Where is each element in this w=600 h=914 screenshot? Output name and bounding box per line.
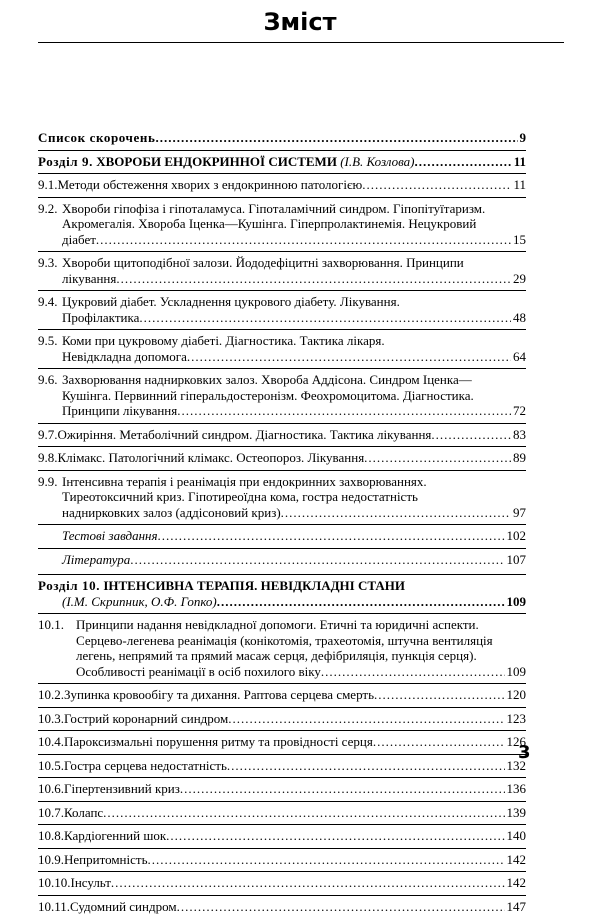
dot-leader xyxy=(111,875,505,891)
item-divider xyxy=(38,895,526,896)
toc-item-number: 9.7. xyxy=(38,427,58,443)
toc-item-text: Принципи лікування xyxy=(62,403,177,419)
toc-item-number: 9.6. xyxy=(38,372,62,388)
toc-item-text: Гостра серцева недостатність xyxy=(64,758,227,774)
section-label: Розділ 10. xyxy=(38,578,100,593)
item-divider xyxy=(38,470,526,471)
toc-page-number: 142 xyxy=(505,875,527,891)
dot-leader xyxy=(96,232,511,248)
toc-item[interactable] xyxy=(38,852,526,868)
toc-item[interactable] xyxy=(38,758,526,774)
toc-literature[interactable] xyxy=(38,552,526,568)
section-label: Розділ 9. xyxy=(38,154,93,169)
toc-item-number: 10.3. xyxy=(38,711,64,727)
toc-item-text: Гіпертензивний криз xyxy=(64,781,180,797)
toc-item-number: 10.5. xyxy=(38,758,64,774)
toc-item-text: Ожиріння. Метаболічний синдром. Діагностика. Тактика лікування xyxy=(58,427,432,443)
toc-item[interactable] xyxy=(38,474,526,521)
toc-item-text: Колапс xyxy=(64,805,103,821)
toc-item-text: Тиреотоксичний криз. Гіпотиреоїдна кома, гостра недостатність xyxy=(62,489,418,504)
toc-page-number: 123 xyxy=(505,711,527,727)
toc-item[interactable] xyxy=(38,294,526,325)
dot-leader xyxy=(362,177,511,193)
toc-item-number: 9.2. xyxy=(38,201,62,217)
page-number: 3 xyxy=(518,742,531,763)
toc-page-number: 15 xyxy=(511,232,526,248)
section-divider xyxy=(38,613,526,614)
toc-item-text: Профілактика xyxy=(62,310,139,326)
toc-item-text: Кушінга. Первинний гіперальдостеронізм. Феохромоцитома. Діагностика. xyxy=(62,388,474,403)
toc-item[interactable] xyxy=(38,805,526,821)
toc-item-number: 10.6. xyxy=(38,781,64,797)
toc-item[interactable] xyxy=(38,177,526,193)
dot-leader xyxy=(148,852,505,868)
toc-page-number: 72 xyxy=(511,403,526,419)
item-divider xyxy=(38,329,526,330)
toc-item-text: Клімакс. Патологічний клімакс. Остеопороз. Лікування xyxy=(58,450,365,466)
dot-leader xyxy=(431,427,511,443)
toc-item-text: Хвороби гіпофіза і гіпоталамуса. Гіпоталамічний синдром. Гіпопітуїтаризм. xyxy=(62,201,485,216)
dot-leader xyxy=(281,505,511,521)
item-divider xyxy=(38,824,526,825)
toc-item[interactable] xyxy=(38,372,526,419)
toc-item-text: Судомний синдром xyxy=(70,899,177,914)
toc-item[interactable] xyxy=(38,255,526,286)
item-divider xyxy=(38,423,526,424)
section-divider xyxy=(38,574,526,575)
dot-leader xyxy=(217,594,505,610)
toc-item-text: лікування xyxy=(62,271,116,287)
toc-item-text: легень, непрямий та прямий масаж серця, дефібриляція, пункція серця). xyxy=(76,648,477,663)
toc-item-number: 10.10. xyxy=(38,875,71,891)
toc-page-number: 102 xyxy=(505,528,527,544)
toc-item-number: 10.7. xyxy=(38,805,64,821)
page-title: Зміст xyxy=(0,8,600,36)
dot-leader xyxy=(166,828,504,844)
toc-item-number: 9.8. xyxy=(38,450,58,466)
section-divider xyxy=(38,173,526,174)
item-divider xyxy=(38,707,526,708)
item-divider xyxy=(38,730,526,731)
toc-page-number: 147 xyxy=(505,899,527,914)
toc-item-text: Цукровий діабет. Ускладнення цукрового діабету. Лікування. xyxy=(62,294,400,309)
section-author: (І.М. Скрипник, О.Ф. Гопко) xyxy=(62,594,217,610)
toc-item-number: 9.5. xyxy=(38,333,62,349)
toc-item-text: Особливості реанімації в осіб похилого віку xyxy=(76,664,321,680)
toc-item[interactable] xyxy=(38,828,526,844)
item-divider xyxy=(38,368,526,369)
toc-page-number: 107 xyxy=(505,552,527,568)
toc-item[interactable] xyxy=(38,781,526,797)
toc-item-text: Принципи надання невідкладної допомоги. Етичні та юридичні аспекти. xyxy=(76,617,479,632)
toc-page-number: 142 xyxy=(505,852,527,868)
toc-entry-text: Література xyxy=(62,552,130,568)
toc-item[interactable] xyxy=(38,899,526,914)
toc-item-number: 9.3. xyxy=(38,255,62,271)
toc-page-number: 9 xyxy=(518,130,527,146)
toc-item[interactable] xyxy=(38,617,526,679)
item-divider xyxy=(38,848,526,849)
dot-leader xyxy=(130,552,504,568)
item-divider xyxy=(38,548,526,549)
toc-section-9[interactable] xyxy=(38,154,526,170)
toc-page-number: 11 xyxy=(512,154,526,170)
dot-leader xyxy=(103,805,504,821)
toc-entry-text: Тестові завдання xyxy=(62,528,158,544)
toc-item-number: 10.11. xyxy=(38,899,70,914)
item-divider xyxy=(38,801,526,802)
toc-item[interactable] xyxy=(38,427,526,443)
toc-page-number: 29 xyxy=(511,271,526,287)
item-divider xyxy=(38,683,526,684)
toc-item-text: Методи обстеження хворих з ендокринною патологією xyxy=(58,177,363,193)
section-divider xyxy=(38,150,526,151)
toc-item-text: Хвороби щитоподібної залози. Йододефіцитні захворювання. Принципи xyxy=(62,255,464,270)
toc-item[interactable] xyxy=(38,333,526,364)
toc-item-number: 10.2. xyxy=(38,687,64,703)
dot-leader xyxy=(228,711,504,727)
dot-leader xyxy=(158,528,505,544)
dot-leader xyxy=(187,349,511,365)
dot-leader xyxy=(116,271,511,287)
item-divider xyxy=(38,524,526,525)
toc-item-text: Інтенсивна терапія і реанімація при ендокринних захворюваннях. xyxy=(62,474,427,489)
dot-leader xyxy=(373,734,505,750)
item-divider xyxy=(38,446,526,447)
toc-page-number: 11 xyxy=(511,177,526,193)
toc-item-number: 10.8. xyxy=(38,828,64,844)
dot-leader xyxy=(364,450,511,466)
toc-item-text: Гострий коронарний синдром xyxy=(64,711,228,727)
toc-section-10[interactable] xyxy=(38,578,526,609)
toc-item-number: 9.9. xyxy=(38,474,62,490)
dot-leader xyxy=(177,403,511,419)
toc-item[interactable] xyxy=(38,711,526,727)
toc-item-text: Пароксизмальні порушення ритму та провідності серця xyxy=(64,734,373,750)
toc-item-text: Кардіогенний шок xyxy=(64,828,166,844)
toc-page-number: 139 xyxy=(505,805,527,821)
toc-item-text: Невідкладна допомога xyxy=(62,349,187,365)
toc-item-text: діабет xyxy=(62,232,96,248)
section-title: ХВОРОБИ ЕНДОКРИННОЇ СИСТЕМИ xyxy=(96,154,337,169)
dot-leader xyxy=(414,154,511,170)
toc-entry-text: Список скорочень xyxy=(38,130,155,146)
toc-item-text: Непритомність xyxy=(64,852,148,868)
toc-page-number: 83 xyxy=(511,427,526,443)
toc-item[interactable] xyxy=(38,875,526,891)
toc-page-number: 136 xyxy=(505,781,527,797)
toc-item[interactable] xyxy=(38,734,526,750)
toc-item[interactable] xyxy=(38,201,526,248)
toc-item-text: Коми при цукровому діабеті. Діагностика. Тактика лікаря. xyxy=(62,333,385,348)
item-divider xyxy=(38,871,526,872)
toc-page-number: 109 xyxy=(505,594,527,610)
item-divider xyxy=(38,251,526,252)
toc-item[interactable] xyxy=(38,687,526,703)
toc-abbreviations[interactable] xyxy=(38,130,526,146)
toc-item-number: 9.1. xyxy=(38,177,58,193)
toc-item[interactable] xyxy=(38,450,526,466)
toc-page-number: 132 xyxy=(505,758,527,774)
dot-leader xyxy=(139,310,511,326)
section-title: ІНТЕНСИВНА ТЕРАПІЯ. НЕВІДКЛАДНІ СТАНИ xyxy=(103,578,405,593)
dot-leader xyxy=(321,664,505,680)
toc-item-number: 10.9. xyxy=(38,852,64,868)
item-divider xyxy=(38,197,526,198)
toc-page-number: 48 xyxy=(511,310,526,326)
toc-item-number: 10.1. xyxy=(38,617,76,633)
toc-page-number: 126 xyxy=(505,734,527,750)
dot-leader xyxy=(155,130,517,146)
section-author: (І.В. Козлова) xyxy=(340,154,414,169)
toc-item-text: Інсульт xyxy=(71,875,111,891)
toc-page-number: 89 xyxy=(511,450,526,466)
toc-page-number: 140 xyxy=(505,828,527,844)
toc-item-text: Серцево-легенева реанімація (конікотомія, трахеотомія, штучна вентиляція xyxy=(76,633,493,648)
toc-page-number: 109 xyxy=(505,664,527,680)
item-divider xyxy=(38,777,526,778)
toc-item-text: Захворювання наднирковких залоз. Хвороба Аддісона. Синдром Іценка— xyxy=(62,372,472,387)
table-of-contents xyxy=(38,130,526,914)
title-divider xyxy=(38,42,564,43)
toc-page-number: 120 xyxy=(505,687,527,703)
toc-page-number: 64 xyxy=(511,349,526,365)
toc-page-number: 97 xyxy=(511,505,526,521)
toc-item-number: 10.4. xyxy=(38,734,64,750)
item-divider xyxy=(38,754,526,755)
item-divider xyxy=(38,290,526,291)
dot-leader xyxy=(180,781,505,797)
toc-item-text: Акромегалія. Хвороба Іценка—Кушінга. Гіперпролактинемія. Нецукровий xyxy=(62,216,476,231)
dot-leader xyxy=(177,899,505,914)
toc-tests[interactable] xyxy=(38,528,526,544)
dot-leader xyxy=(227,758,505,774)
toc-item-text: Зупинка кровообігу та дихання. Раптова серцева смерть xyxy=(64,687,374,703)
dot-leader xyxy=(374,687,504,703)
toc-item-text: наднирковких залоз (аддісоновий криз) xyxy=(62,505,281,521)
toc-item-number: 9.4. xyxy=(38,294,62,310)
